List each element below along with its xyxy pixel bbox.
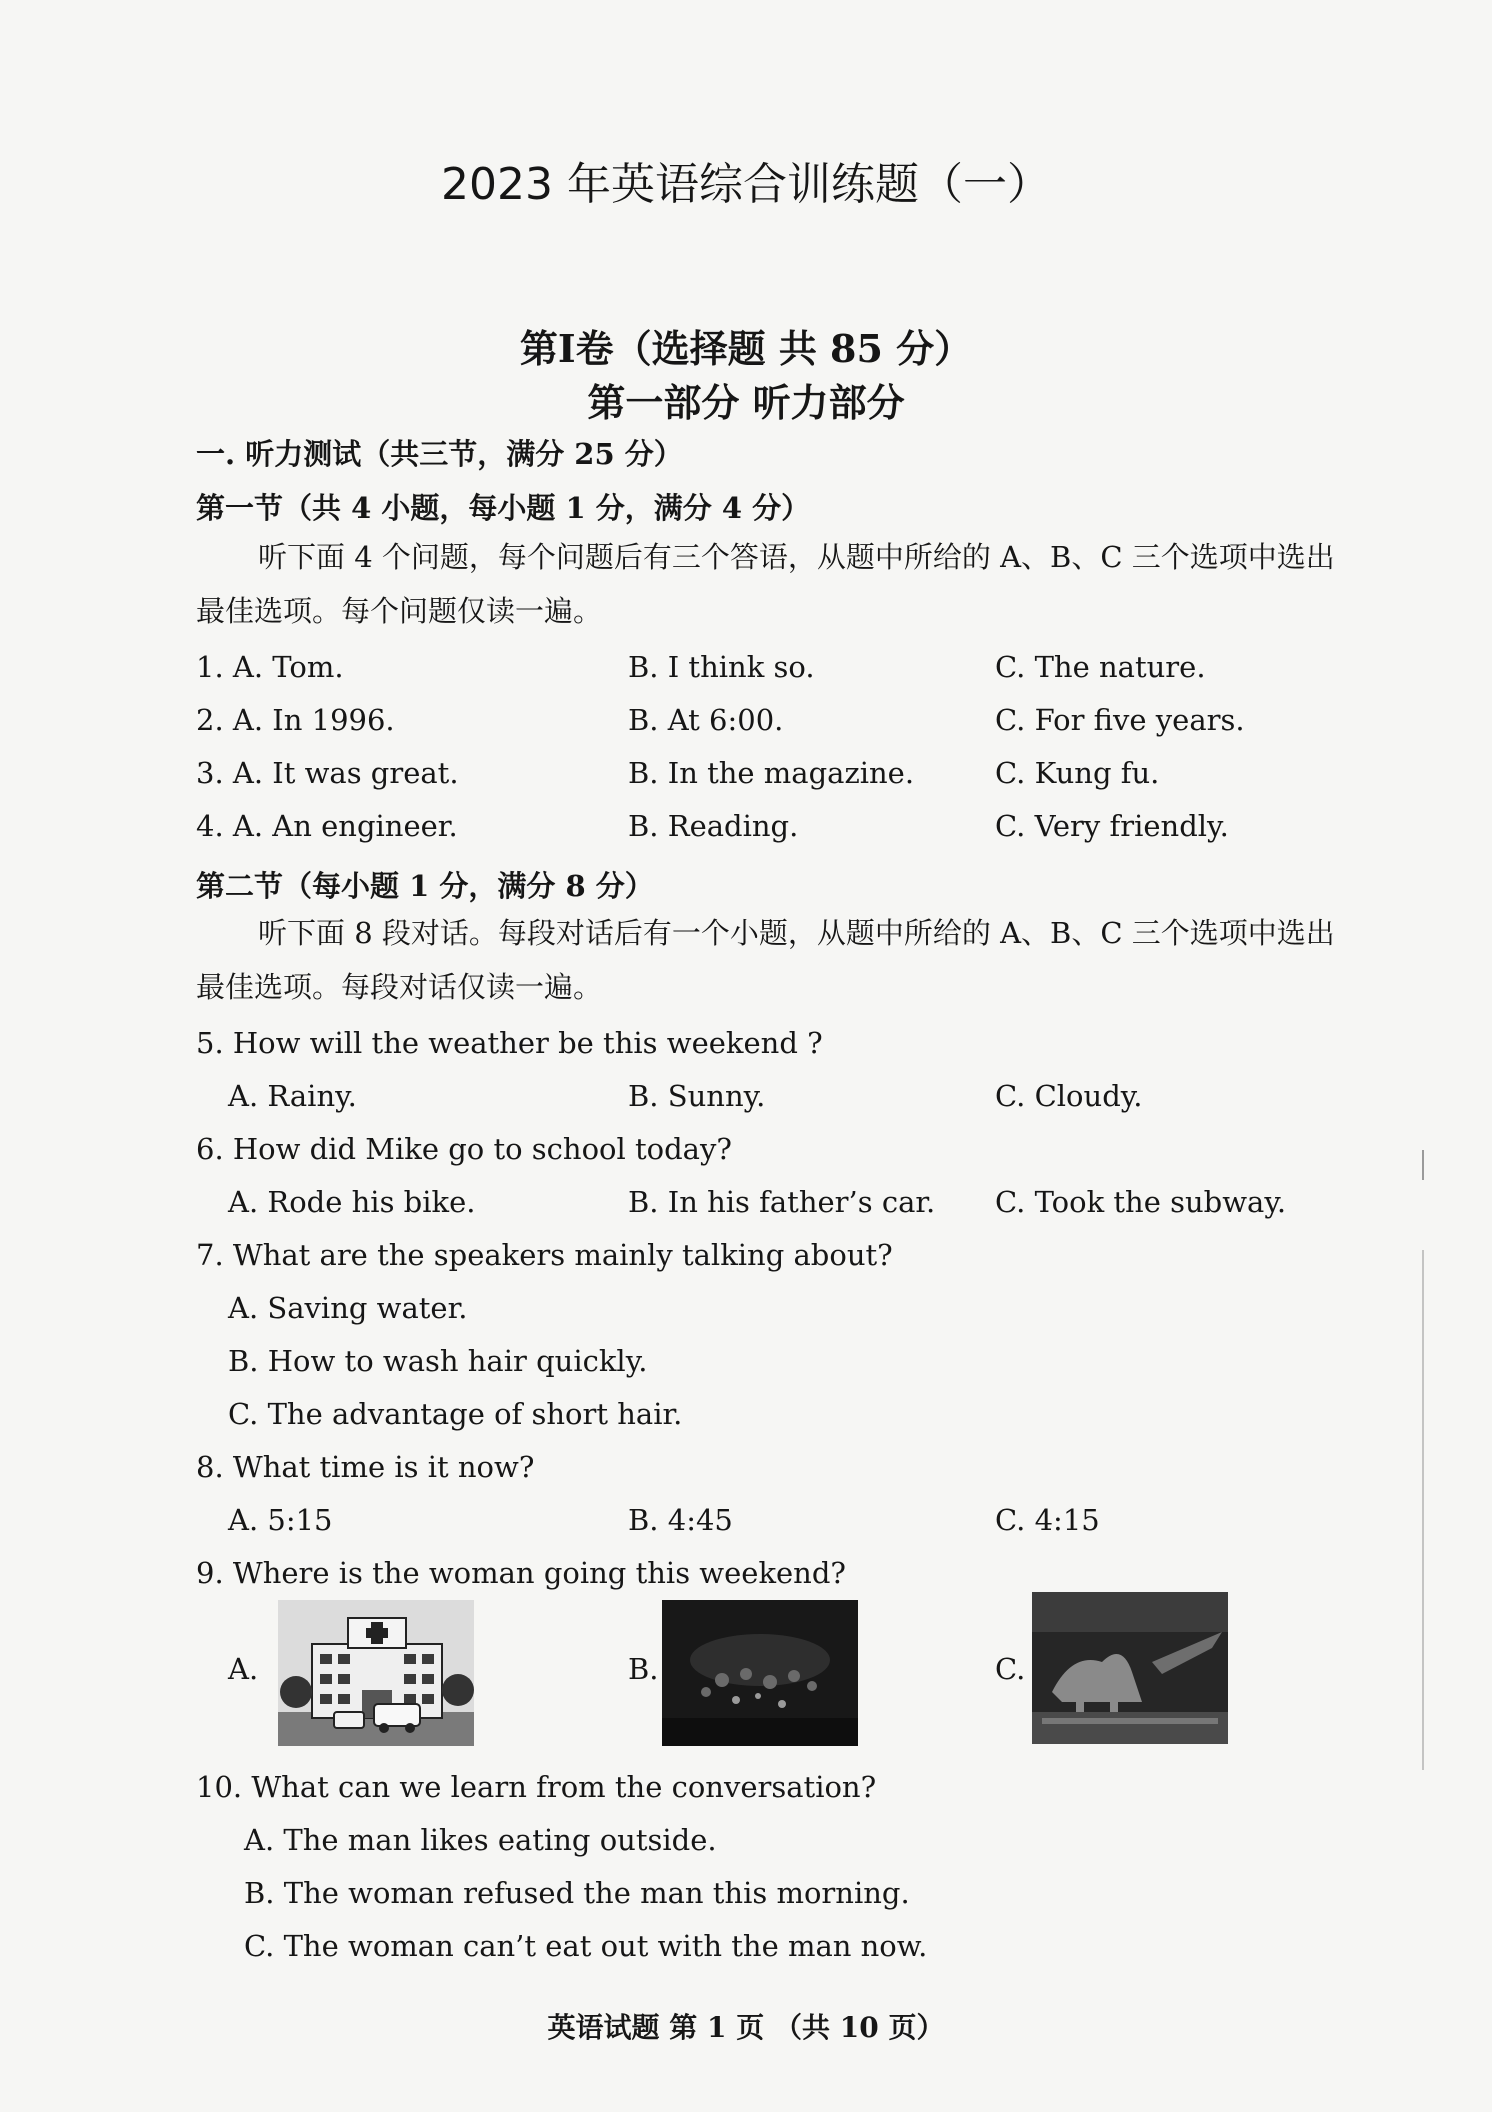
q2-option-a: 2. A. In 1996.	[196, 703, 395, 737]
q6-stem: 6. How did Mike go to school today?	[196, 1132, 732, 1166]
q7-option-a: A. Saving water.	[228, 1291, 468, 1325]
part-title: 第一部分 听力部分	[587, 380, 905, 425]
q4-option-c: C. Very friendly.	[995, 809, 1229, 843]
q10-stem: 10. What can we learn from the conversation?	[196, 1770, 877, 1804]
q9-option-b-label: B.	[628, 1652, 659, 1686]
concert-picture	[662, 1600, 858, 1746]
q1-option-b: B. I think so.	[628, 650, 815, 684]
q1-option-a: 1. A. Tom.	[196, 650, 344, 684]
q2-option-c: C. For five years.	[995, 703, 1245, 737]
q8-option-c: C. 4:15	[995, 1503, 1100, 1537]
page-footer: 英语试题 第 1 页 （共 10 页）	[547, 2011, 945, 2044]
q5-option-a: A. Rainy.	[228, 1079, 357, 1113]
volume-title: 第Ⅰ卷（选择题 共 85 分）	[519, 326, 973, 371]
q7-option-b: B. How to wash hair quickly.	[228, 1344, 648, 1378]
q8-option-a: A. 5:15	[228, 1503, 333, 1537]
section1-instruction-2: 最佳选项。每个问题仅读一遍。	[196, 594, 603, 628]
q6-option-a: A. Rode his bike.	[228, 1185, 476, 1219]
q9-option-c-label: C.	[995, 1652, 1026, 1686]
museum-picture	[1032, 1592, 1228, 1744]
q10-option-a: A. The man likes eating outside.	[244, 1823, 717, 1857]
q5-stem: 5. How will the weather be this weekend ?	[196, 1026, 823, 1060]
exam-title: 2023 年英语综合训练题（一）	[441, 159, 1051, 210]
scan-mark	[1422, 1150, 1424, 1180]
q6-option-b: B. In his father’s car.	[628, 1185, 936, 1219]
listening-heading: 一. 听力测试（共三节，满分 25 分）	[196, 437, 683, 471]
q4-option-a: 4. A. An engineer.	[196, 809, 458, 843]
q8-option-b: B. 4:45	[628, 1503, 733, 1537]
hospital-picture	[278, 1600, 474, 1746]
section1-instruction-1: 听下面 4 个问题，每个问题后有三个答语，从题中所给的 A、B、C 三个选项中选出	[258, 540, 1335, 574]
section2-instruction-2: 最佳选项。每段对话仅读一遍。	[196, 970, 603, 1004]
q3-option-a: 3. A. It was great.	[196, 756, 459, 790]
q7-stem: 7. What are the speakers mainly talking about?	[196, 1238, 893, 1272]
q4-option-b: B. Reading.	[628, 809, 799, 843]
section2-instruction-1: 听下面 8 段对话。每段对话后有一个小题，从题中所给的 A、B、C 三个选项中选出	[258, 916, 1335, 950]
q8-stem: 8. What time is it now?	[196, 1450, 535, 1484]
q5-option-b: B. Sunny.	[628, 1079, 766, 1113]
q9-option-a-label: A.	[228, 1652, 259, 1686]
q7-option-c: C. The advantage of short hair.	[228, 1397, 683, 1431]
q6-option-c: C. Took the subway.	[995, 1185, 1287, 1219]
q10-option-c: C. The woman can’t eat out with the man now.	[244, 1929, 928, 1963]
q5-option-c: C. Cloudy.	[995, 1079, 1143, 1113]
q10-option-b: B. The woman refused the man this morning.	[244, 1876, 910, 1910]
q9-stem: 9. Where is the woman going this weekend?	[196, 1556, 846, 1590]
q2-option-b: B. At 6:00.	[628, 703, 784, 737]
scan-mark	[1422, 1250, 1424, 1770]
section1-heading: 第一节（共 4 小题，每小题 1 分，满分 4 分）	[196, 491, 811, 525]
q3-option-b: B. In the magazine.	[628, 756, 915, 790]
q3-option-c: C. Kung fu.	[995, 756, 1160, 790]
section2-heading: 第二节（每小题 1 分，满分 8 分）	[196, 869, 654, 903]
q1-option-c: C. The nature.	[995, 650, 1206, 684]
